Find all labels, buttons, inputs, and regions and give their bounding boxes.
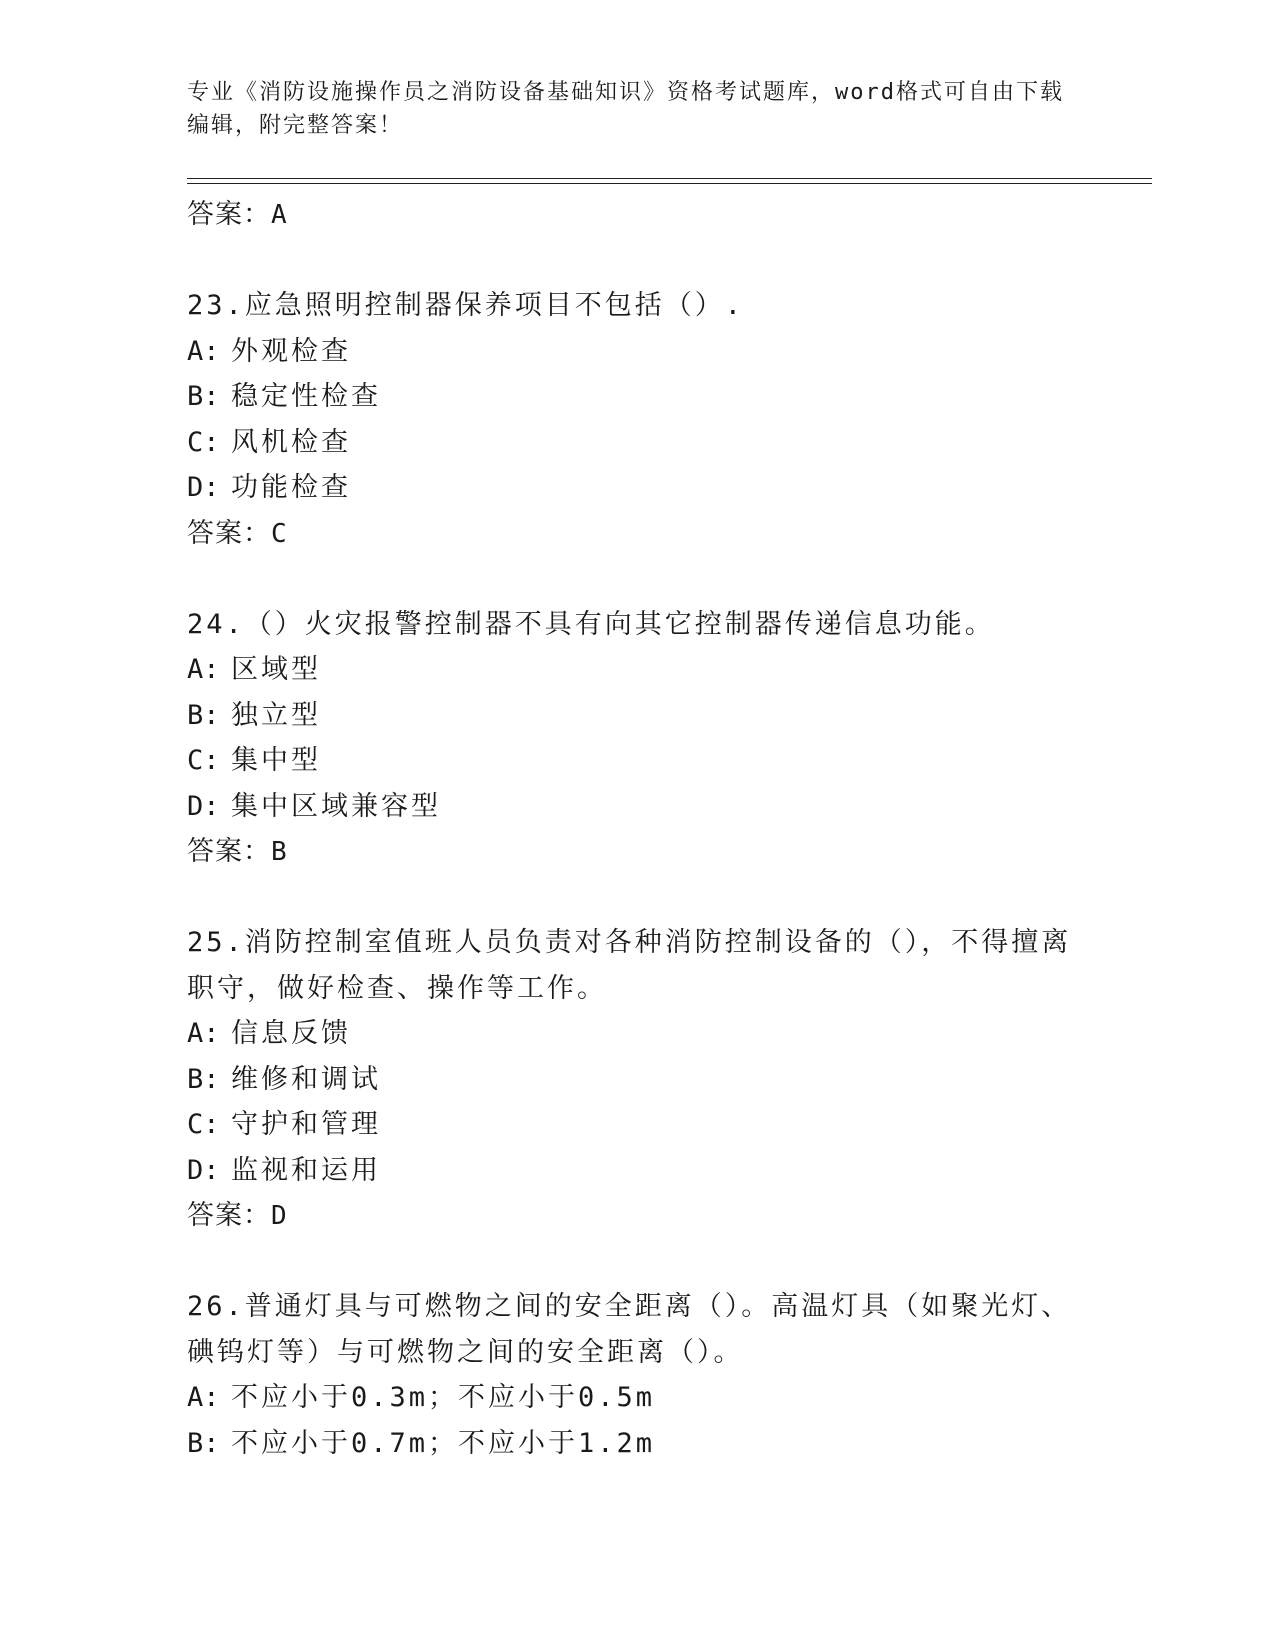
option-letter: C: [187, 426, 220, 458]
option-letter: A: [187, 654, 220, 685]
document-header: 专业《消防设施操作员之消防设备基础知识》资格考试题库，word格式可自由下载编辑，附完整答案！ [187, 80, 1064, 138]
option-c [187, 738, 1087, 784]
question-stem: 26.普通灯具与可燃物之间的安全距离（）。高温灯具（如聚光灯、碘钨灯等）与可燃物之间的安全距离（）。 [187, 1291, 1072, 1368]
option-text: 独立型 [231, 699, 321, 731]
option-text: 功能检查 [231, 472, 351, 503]
option-letter: B: [187, 1063, 220, 1095]
answer-line [187, 829, 1087, 874]
answer-line [187, 511, 1087, 556]
option-text: 外观检查 [231, 335, 351, 367]
option-d [187, 465, 1087, 511]
question-25 [187, 920, 1087, 1238]
answer-line [187, 1193, 1087, 1238]
option-d [187, 1148, 1087, 1194]
answer-value: B [271, 837, 288, 867]
answer-prefix: 答案： [187, 836, 271, 867]
question-stem: 25.消防控制室值班人员负责对各种消防控制设备的（），不得擅离职守，做好检查、操作等工作。 [187, 927, 1072, 1004]
spacer [187, 874, 1087, 920]
option-text: 稳定性检查 [231, 381, 381, 412]
answer-value: A [271, 200, 288, 230]
option-letter: A: [187, 1382, 220, 1413]
option-a [187, 329, 1087, 375]
option-text: 集中区域兼容型 [231, 790, 441, 822]
option-letter: A: [187, 1018, 220, 1049]
option-c [187, 1102, 1087, 1148]
option-letter: D: [187, 790, 220, 822]
question-23 [187, 283, 1087, 556]
option-a [187, 1011, 1087, 1057]
option-letter: C: [187, 1109, 220, 1140]
option-d [187, 784, 1087, 830]
spacer [187, 1238, 1087, 1284]
question-list [187, 192, 1087, 1466]
option-c [187, 420, 1087, 466]
spacer [187, 556, 1087, 602]
option-text: 不应小于0.3m；不应小于0.5m [231, 1382, 656, 1413]
option-text: 维修和调试 [231, 1063, 381, 1095]
question-stem: 23.应急照明控制器保养项目不包括（）. [187, 290, 745, 321]
question-26 [187, 1284, 1087, 1466]
header-divider-bottom [187, 183, 1152, 184]
option-text: 风机检查 [231, 426, 351, 458]
option-letter: D: [187, 1154, 220, 1186]
option-b [187, 1421, 1087, 1467]
answer-value: D [271, 1201, 288, 1231]
answer-prefix: 答案： [187, 1200, 271, 1231]
option-text: 区域型 [231, 654, 321, 685]
answer-line [187, 192, 1087, 237]
option-b [187, 374, 1087, 420]
answer-prefix: 答案： [187, 517, 271, 549]
option-a [187, 647, 1087, 693]
answer-value: C [271, 518, 288, 549]
header-divider-top [187, 178, 1152, 179]
spacer [187, 237, 1087, 283]
option-text: 信息反馈 [231, 1018, 351, 1049]
option-text: 监视和运用 [231, 1154, 381, 1186]
option-a [187, 1375, 1087, 1421]
option-b [187, 1057, 1087, 1103]
question-24 [187, 602, 1087, 875]
option-letter: C: [187, 745, 220, 776]
option-text: 集中型 [231, 745, 321, 776]
option-text: 不应小于0.7m；不应小于1.2m [231, 1427, 656, 1459]
option-letter: B: [187, 1427, 220, 1459]
option-b [187, 693, 1087, 739]
question-stem: 24.（）火灾报警控制器不具有向其它控制器传递信息功能。 [187, 608, 995, 640]
answer-prefix: 答案： [187, 199, 271, 230]
option-letter: B: [187, 381, 220, 412]
option-text: 守护和管理 [231, 1109, 381, 1140]
option-letter: A: [187, 335, 220, 367]
option-letter: D: [187, 472, 220, 503]
option-letter: B: [187, 699, 220, 731]
